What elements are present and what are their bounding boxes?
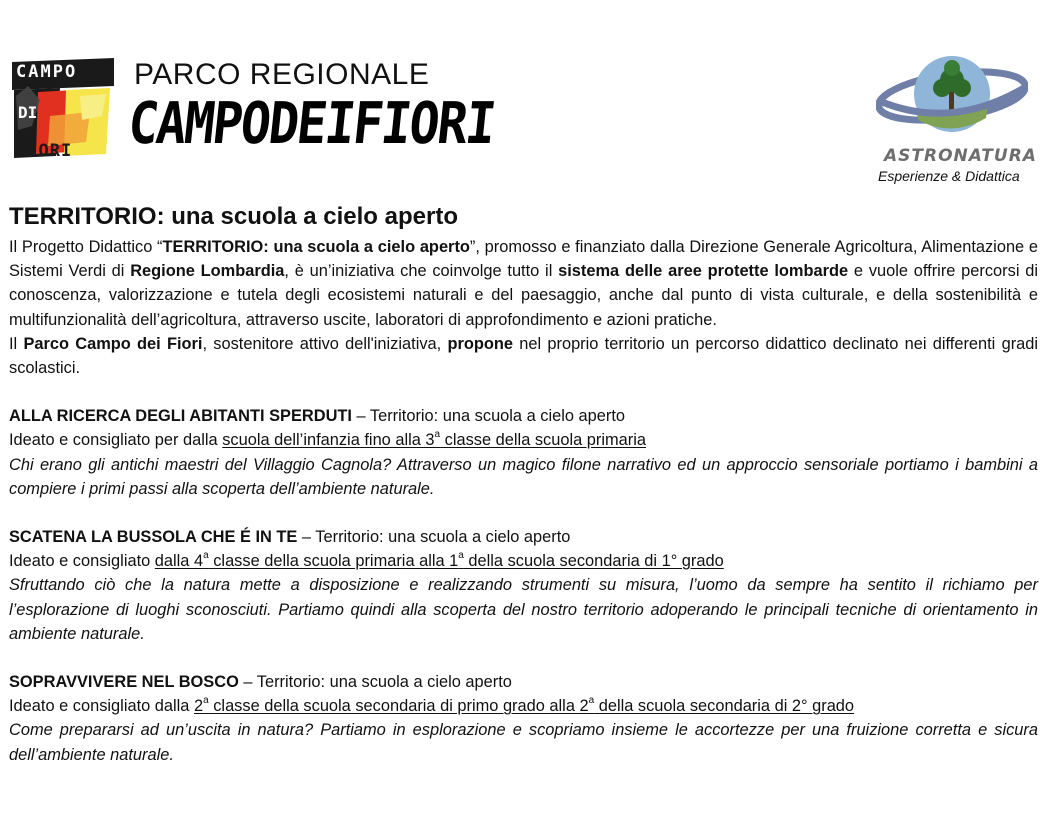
program-description: Sfruttando ciò che la natura mette a disposizione e realizzando strumenti su misura, l’uomo da sempre ha sentito il richiamo per l’esplorazione di luoghi sconosciuti. Partiamo quindi alla scoperta del nostro territorio adoperando le principali tecniche di orientamento in ambiente naturale.: [9, 576, 1038, 643]
program-section: [9, 525, 1038, 646]
intro-paragraph-2: Il Parco Campo dei Fiori, sostenitore attivo dell'iniziativa, propone nel proprio territorio un percorso didattico declinato nei differenti gradi scolastici.: [9, 334, 1039, 378]
svg-text:FIORI: FIORI: [16, 141, 73, 161]
program-section: [9, 404, 1038, 501]
park-subtitle: PARCO REGIONALE: [134, 58, 430, 91]
program-description: Chi erano gli antichi maestri del Villaggio Cagnola? Attraverso un magico filone narrativo ed un approccio sensoriale portiamo i bambini a compiere i primi passi alla scoperta dell’ambiente naturale.: [9, 455, 1038, 498]
svg-text:DI: DI: [18, 103, 38, 122]
svg-text:CAMPO: CAMPO: [16, 62, 78, 82]
program-heading: ALLA RICERCA DEGLI ABITANTI SPERDUTI – Territorio: una scuola a cielo aperto: [9, 407, 626, 426]
program-audience: Ideato e consigliato dalla 4$^a$ classe della scuola primaria alla 1$^a$ della scuola secondaria di 1° grado: [9, 549, 724, 571]
program-heading: SCATENA LA BUSSOLA CHE É IN TE – Territorio: una scuola a cielo aperto: [9, 528, 571, 547]
program-audience: Ideato e consigliato per dalla scuola dell’infanzia fino alla 3$^a$ classe della scuola primaria: [9, 428, 646, 450]
program-description: Come prepararsi ad un’uscita in natura? Partiamo in esplorazione e scopriamo insieme le accortezze per una fruizione corretta e sicura dell’ambiente naturale.: [9, 721, 1038, 764]
astronatura-tagline: Esperienze & Didattica: [878, 168, 1020, 184]
program-audience: Ideato e consigliato dalla 2$^a$ classe della scuola secondaria di primo grado alla 2$^a$ della scuola secondaria di 2° grado: [9, 694, 855, 716]
program-section: [9, 670, 1038, 767]
document-title: TERRITORIO: una scuola a cielo aperto: [9, 203, 458, 230]
intro-paragraph: Il Progetto Didattico “TERRITORIO: una scuola a cielo aperto”, promosso e finanziato dalla Direzione Generale Agricoltura, Alimentazione e Sistemi Verdi di Regione Lombardia, è un’iniziativa che coinvolge tutto il sistema delle aree protette lombarde e vuole offrire percorsi di conoscenza, valorizzazione e tutela degli ecosistemi naturali e del paesaggio, anche dal punto di vista culturale, e della sostenibilità e multifunzionalità dell’agricoltura, attraverso uscite, laboratori di approfondimento e azioni pratiche.: [9, 238, 1038, 329]
document-body: [9, 200, 1038, 767]
astronatura-brand: ASTRONATURA: [884, 146, 1037, 166]
program-heading: SOPRAVVIVERE NEL BOSCO – Territorio: una scuola a cielo aperto: [9, 673, 512, 692]
campo-dei-fiori-logo: [10, 56, 118, 162]
park-name-wordmark: CAMPODEIFIORI: [124, 90, 498, 157]
